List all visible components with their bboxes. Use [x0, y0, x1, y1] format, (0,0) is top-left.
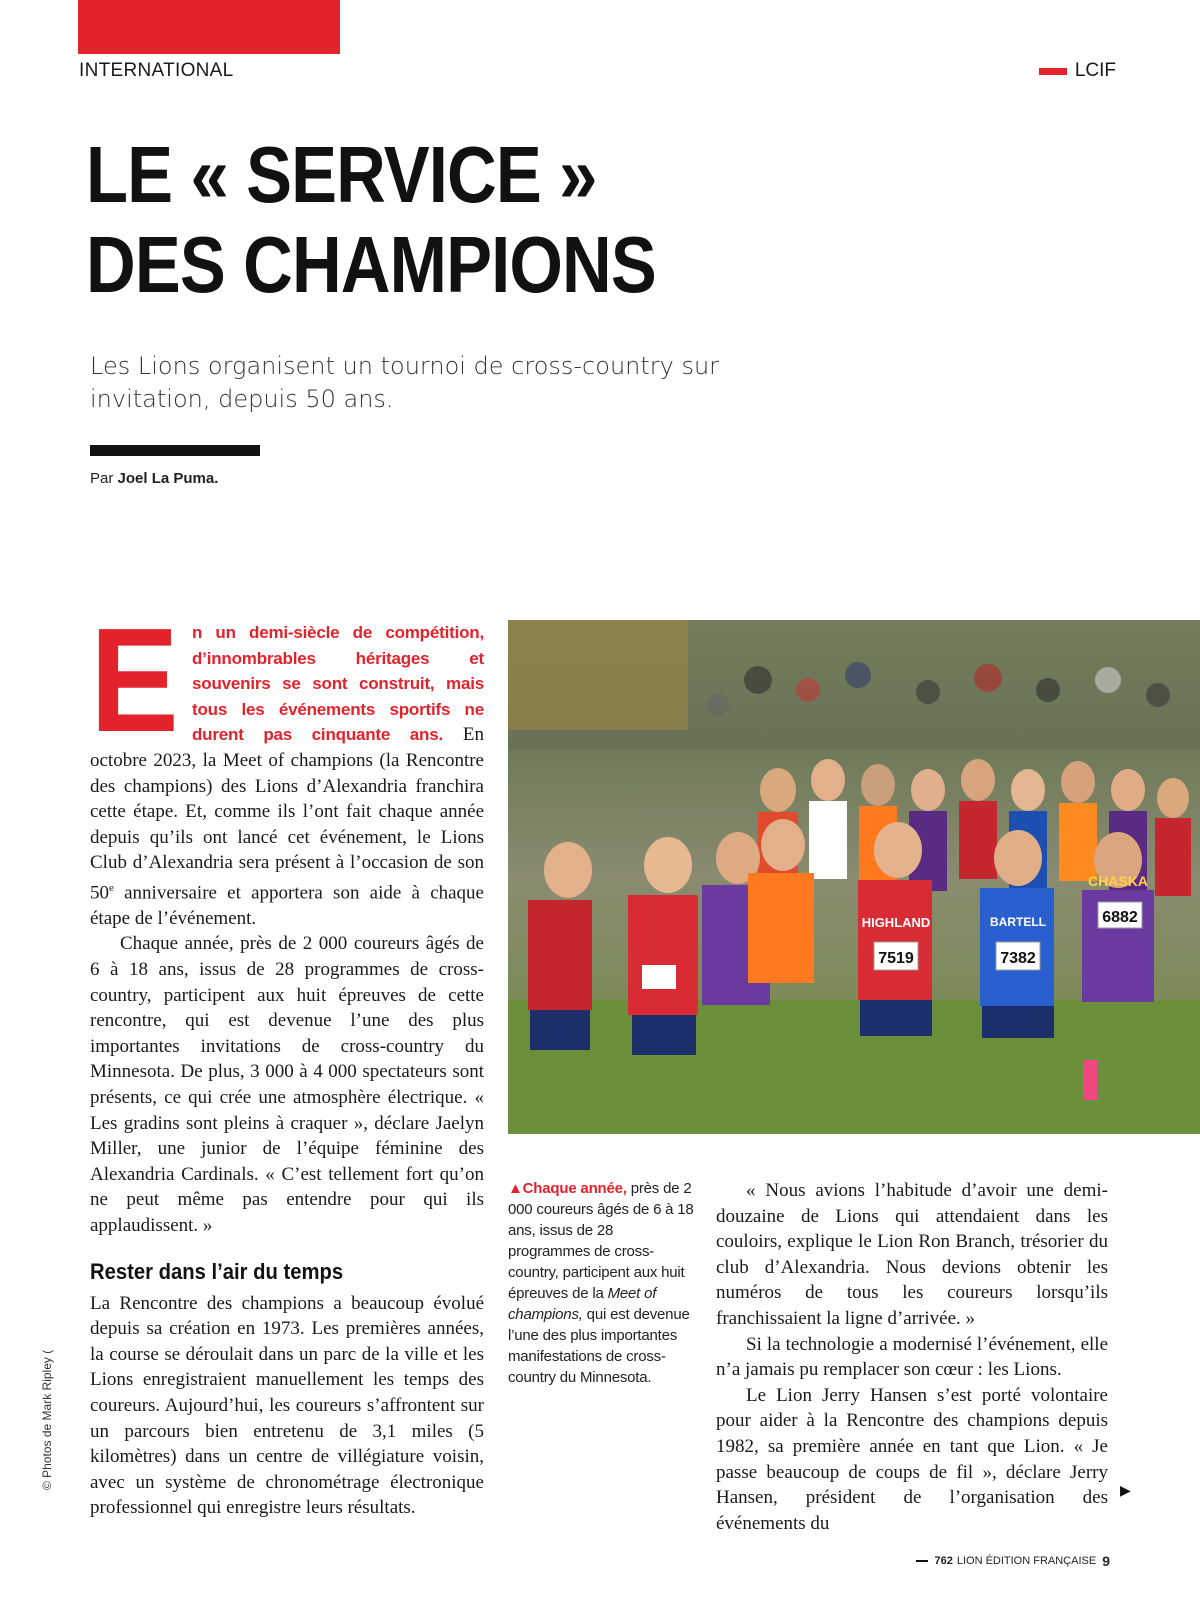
issue-number: 762	[934, 1555, 953, 1567]
title-line-1: LE « SERVICE »	[86, 130, 597, 219]
paragraph-5: Si la technologie a modernisé l’événement, elle n’a jamais pu remplacer son cœur : les Lions.	[716, 1333, 1108, 1381]
caption-marker-icon: ▲	[508, 1180, 523, 1197]
bib-number: 6882	[1102, 909, 1138, 926]
footer-dash	[916, 1560, 928, 1562]
lead-text: n un demi-siècle de compétition, d’innombrables héritages et souvenirs se sont construit, mais tous les événements sportifs ne durent pas cinquante ans.	[192, 623, 484, 745]
caption-text-1: près de 2 000 coureurs âgés de 6 à 18 ans, issus de 28 programmes de cross-country, participent aux huit épreuves de la	[508, 1180, 694, 1302]
section-label: INTERNATIONAL	[79, 60, 234, 81]
paragraph-3: La Rencontre des champions a beaucoup évolué depuis sa création en 1973. Les premières années, la course se déroulait dans un parc de la ville et les Lions enregistraient manuellement les temps des coureurs. Aujourd’hui, les coureurs s’affrontent sur un parcours bien entretenu de 3,1 miles (5 kilomètres) dans un centre de villégiature voisin, avec un système de chronométrage électronique professionnel qui enregistre leurs résultats.	[90, 1292, 484, 1519]
jersey-text: HIGHLAND	[861, 915, 931, 930]
continue-arrow-icon: ▶	[1120, 1483, 1131, 1499]
paragraph-1-text: En octobre 2023, la Meet of champions (la Rencontre des champions) des Lions d’Alexandria franchira cette étape. Et, comme ils l’ont fait chaque année depuis qu’ils ont lancé cet événement, le Lions Club d’Alexandria sera présent à l’occasion de son 50	[90, 724, 484, 904]
right-column	[716, 1178, 1108, 1536]
lcif-dash	[1039, 68, 1067, 75]
paragraph-6: Le Lion Jerry Hansen s’est porté volontaire pour aider à la Rencontre des champions depuis 1982, sa première année en tant que Lion. « Je passe beaucoup de coups de fil », déclare Jerry Hansen, président de l’organisation des événements du	[716, 1384, 1108, 1534]
byline	[90, 470, 218, 487]
caption-italic: Meet of champions,	[508, 1285, 657, 1323]
section-subhead: Rester dans l’air du temps	[90, 1258, 344, 1284]
page-footer	[916, 1553, 1110, 1569]
header-accent-bar	[78, 0, 340, 54]
lcif-tag	[1039, 60, 1116, 82]
author-name: Joel La Puma.	[117, 470, 219, 487]
lcif-label: LCIF	[1074, 60, 1116, 81]
paragraph-4: « Nous avions l’habitude d’avoir une demi-douzaine de Lions qui attendaient dans les couloirs, explique le Lion Ron Branch, trésorier du club d’Alexandria. Nous devions obtenir les numéros de tous les coureurs lorsqu’ils franchissaient la ligne d’arrivée. »	[716, 1180, 1108, 1329]
photo-credit: © Photos de Mark Ripley (	[40, 1349, 54, 1490]
paragraph-1-end: anniversaire et apportera son aide à chaque étape de l’événement.	[90, 882, 484, 929]
magazine-name: LION ÉDITION FRANÇAISE	[956, 1555, 1097, 1567]
ordinal-suffix: e	[109, 881, 114, 894]
race-photo	[508, 620, 1200, 1134]
photo-caption	[508, 1178, 698, 1388]
byline-prefix: Par	[90, 470, 114, 487]
caption-lead: Chaque année,	[522, 1180, 627, 1197]
race-photo-illustration	[508, 620, 1200, 1134]
page-number: 9	[1102, 1553, 1110, 1569]
article-title	[86, 130, 688, 310]
jersey-text: CHASKA	[1088, 873, 1148, 889]
bib-number: 7519	[878, 950, 914, 967]
bib-number: 7382	[1000, 950, 1036, 967]
caption-text-2: qui est devenue l’une des plus importantes manifestations de cross-country du Minnesota.	[508, 1306, 690, 1386]
subtitle-rule	[90, 445, 260, 456]
article-subtitle: Les Lions organisent un tournoi de cross-country sur invitation, depuis 50 ans.	[90, 352, 720, 413]
jersey-text: BARTELL	[990, 915, 1046, 929]
dropcap: E	[90, 598, 179, 763]
intro-paragraph	[90, 598, 484, 931]
title-line-2: DES CHAMPIONS	[86, 220, 656, 309]
paragraph-2: Chaque année, près de 2 000 coureurs âgés de 6 à 18 ans, issus de 28 programmes de cross-country, participent aux huit épreuves de cette rencontre, qui est devenue l’une des plus importantes invitations de cross-country du Minnesota. De plus, 3 000 à 4 000 spectateurs sont présents, ce qui crée une atmosphère électrique. « Les gradins sont pleins à craquer », déclare Jaelyn Miller, une junior de l’équipe féminine des Alexandria Cardinals. « C’est tellement fort qu’on ne peut même pas entendre pour qui ils applaudissent. »	[90, 933, 484, 1236]
left-column	[90, 598, 484, 1521]
